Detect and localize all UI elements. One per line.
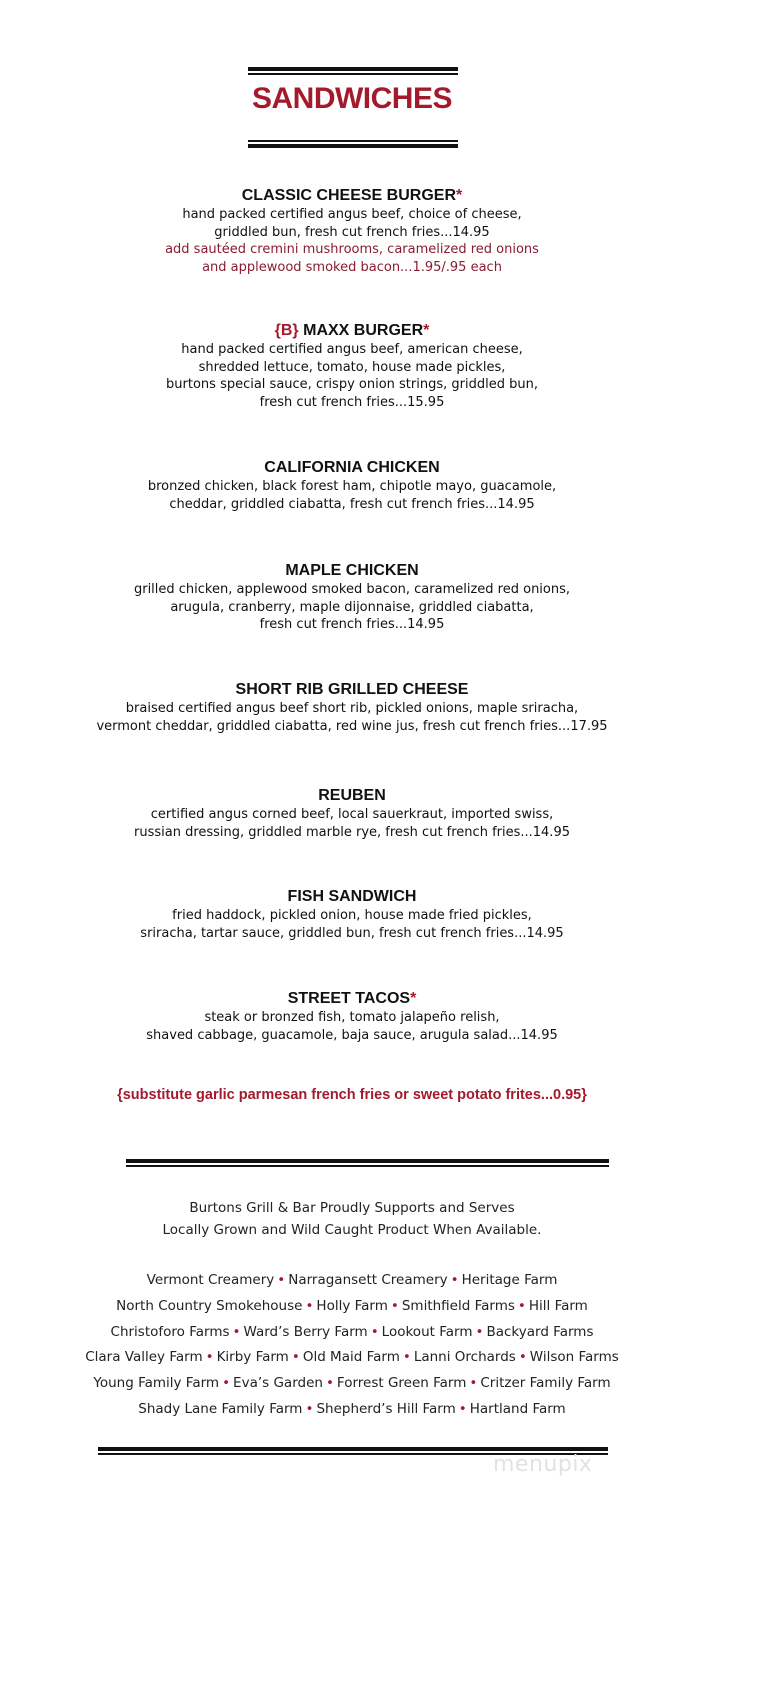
farm-row — [0, 1268, 704, 1294]
item-description: hand packed certified angus beef, choice of cheese, — [182, 207, 522, 222]
item-description: braised certified angus beef short rib, pickled onions, maple sriracha, — [125, 701, 579, 716]
farm-list — [0, 1268, 704, 1423]
farm-name: Ward’s Berry Farm — [243, 1323, 368, 1340]
item-description: fresh cut french fries...14.95 — [259, 617, 445, 632]
menu-item — [0, 786, 704, 841]
page-title: SANDWICHES — [251, 82, 452, 115]
farm-name: Old Maid Farm — [302, 1349, 400, 1366]
item-title: MAPLE CHICKEN — [285, 562, 419, 579]
bullet-dot-icon: • — [370, 1323, 379, 1340]
item-prefix: {B} — [274, 322, 299, 339]
item-description: grilled chicken, applewood smoked bacon, caramelized red onions, — [133, 582, 571, 597]
farm-name: Shady Lane Family Farm — [138, 1400, 303, 1417]
menu-item — [0, 680, 704, 735]
support-line: Locally Grown and Wild Caught Product When Available. — [162, 1222, 542, 1238]
farm-name: Holly Farm — [316, 1297, 388, 1314]
watermark: menupix — [493, 1452, 593, 1477]
bullet-dot-icon: • — [222, 1375, 231, 1392]
divider-rule — [126, 1159, 609, 1169]
asterisk-mark: * — [456, 187, 463, 204]
item-title: SHORT RIB GRILLED CHEESE — [235, 681, 469, 698]
item-title: CALIFORNIA CHICKEN — [264, 459, 440, 476]
support-statement — [0, 1197, 704, 1241]
item-description: shaved cabbage, guacamole, baja sauce, arugula salad...14.95 — [146, 1027, 558, 1043]
item-name — [0, 458, 704, 478]
item-description: hand packed certified angus beef, american cheese, — [181, 342, 523, 357]
farm-name: Hartland Farm — [469, 1400, 566, 1417]
farm-name: Lookout Farm — [381, 1323, 473, 1340]
item-name — [0, 680, 704, 700]
bullet-dot-icon: • — [305, 1297, 314, 1314]
item-name — [0, 989, 704, 1009]
farm-row — [0, 1397, 704, 1423]
item-description: fresh cut french fries...15.95 — [259, 394, 445, 410]
bullet-dot-icon: • — [291, 1349, 300, 1366]
farm-name: Lanni Orchards — [413, 1349, 516, 1366]
bullet-dot-icon: • — [475, 1323, 484, 1340]
farm-name: Wilson Farms — [529, 1349, 619, 1366]
farm-name: Vermont Creamery — [146, 1272, 275, 1288]
item-addon: add sautéed cremini mushrooms, caramelized red onions — [165, 242, 539, 257]
farm-name: Shepherd’s Hill Farm — [316, 1400, 456, 1417]
item-description: burtons special sauce, crispy onion strings, griddled bun, — [166, 377, 538, 392]
farm-row — [0, 1320, 704, 1346]
item-addon: and applewood smoked bacon...1.95/.95 each — [202, 259, 502, 275]
item-description: arugula, cranberry, maple dijonnaise, griddled ciabatta, — [170, 599, 534, 615]
item-description: russian dressing, griddled marble rye, fresh cut french fries...14.95 — [134, 824, 570, 840]
item-description: steak or bronzed fish, tomato jalapeño relish, — [204, 1010, 500, 1025]
farm-name: Clara Valley Farm — [85, 1349, 203, 1366]
menu-item — [0, 458, 704, 513]
bullet-dot-icon: • — [305, 1400, 314, 1417]
item-description: fried haddock, pickled onion, house made fried pickles, — [172, 908, 532, 923]
farm-name: Forrest Green Farm — [336, 1375, 467, 1392]
farm-row — [0, 1294, 704, 1320]
bullet-dot-icon: • — [402, 1349, 411, 1366]
bullet-dot-icon: • — [390, 1297, 399, 1314]
title-top-rule — [248, 67, 458, 77]
menu-item — [0, 887, 704, 942]
farm-name: Eva’s Garden — [233, 1375, 323, 1392]
asterisk-mark: * — [410, 990, 417, 1007]
bullet-dot-icon: • — [458, 1400, 467, 1417]
support-line: Burtons Grill & Bar Proudly Supports and Serves — [189, 1200, 515, 1216]
farm-name: North Country Smokehouse — [116, 1297, 303, 1314]
bullet-dot-icon: • — [450, 1272, 459, 1288]
farm-name: Kirby Farm — [216, 1349, 289, 1366]
item-name — [0, 561, 704, 581]
menu-item — [0, 989, 704, 1044]
bullet-dot-icon: • — [232, 1323, 241, 1340]
item-title: CLASSIC CHEESE BURGER — [241, 187, 456, 204]
menu-item — [0, 561, 704, 634]
item-name — [0, 186, 704, 206]
farm-name: Heritage Farm — [461, 1272, 558, 1288]
farm-name: Critzer Family Farm — [480, 1375, 611, 1392]
item-title: STREET TACOS — [287, 990, 411, 1007]
menu-item — [0, 186, 704, 276]
farm-name: Smithfield Farms — [401, 1297, 515, 1314]
bullet-dot-icon: • — [518, 1349, 527, 1366]
menu-item — [0, 321, 704, 411]
item-description: vermont cheddar, griddled ciabatta, red wine jus, fresh cut french fries...17.95 — [96, 718, 608, 734]
title-bottom-rule — [248, 138, 458, 148]
bullet-dot-icon: • — [277, 1272, 286, 1288]
item-title: MAXX BURGER — [303, 322, 424, 339]
farm-name: Backyard Farms — [486, 1323, 594, 1340]
farm-row — [0, 1345, 704, 1371]
bullet-dot-icon: • — [205, 1349, 214, 1366]
item-name — [0, 887, 704, 907]
item-name — [0, 321, 704, 341]
farm-row — [0, 1371, 704, 1397]
item-description: certified angus corned beef, local sauerkraut, imported swiss, — [150, 807, 554, 822]
farm-name: Narragansett Creamery — [288, 1272, 448, 1288]
farm-name: Christoforo Farms — [110, 1323, 230, 1340]
item-description: bronzed chicken, black forest ham, chipotle mayo, guacamole, — [147, 479, 557, 494]
item-title: REUBEN — [318, 787, 386, 804]
item-description: sriracha, tartar sauce, griddled bun, fresh cut french fries...14.95 — [140, 925, 564, 941]
farm-name: Young Family Farm — [93, 1375, 220, 1392]
asterisk-mark: * — [423, 322, 430, 339]
item-description: griddled bun, fresh cut french fries...14.95 — [214, 224, 490, 240]
bullet-dot-icon: • — [517, 1297, 526, 1314]
substitute-note: {substitute garlic parmesan french fries or sweet potato frites...0.95} — [117, 1087, 587, 1103]
item-description: cheddar, griddled ciabatta, fresh cut french fries...14.95 — [169, 496, 535, 512]
farm-name: Hill Farm — [528, 1297, 588, 1314]
item-description: shredded lettuce, tomato, house made pickles, — [198, 359, 506, 375]
item-name — [0, 786, 704, 806]
item-title: FISH SANDWICH — [287, 888, 417, 905]
bullet-dot-icon: • — [325, 1375, 334, 1392]
bullet-dot-icon: • — [469, 1375, 478, 1392]
